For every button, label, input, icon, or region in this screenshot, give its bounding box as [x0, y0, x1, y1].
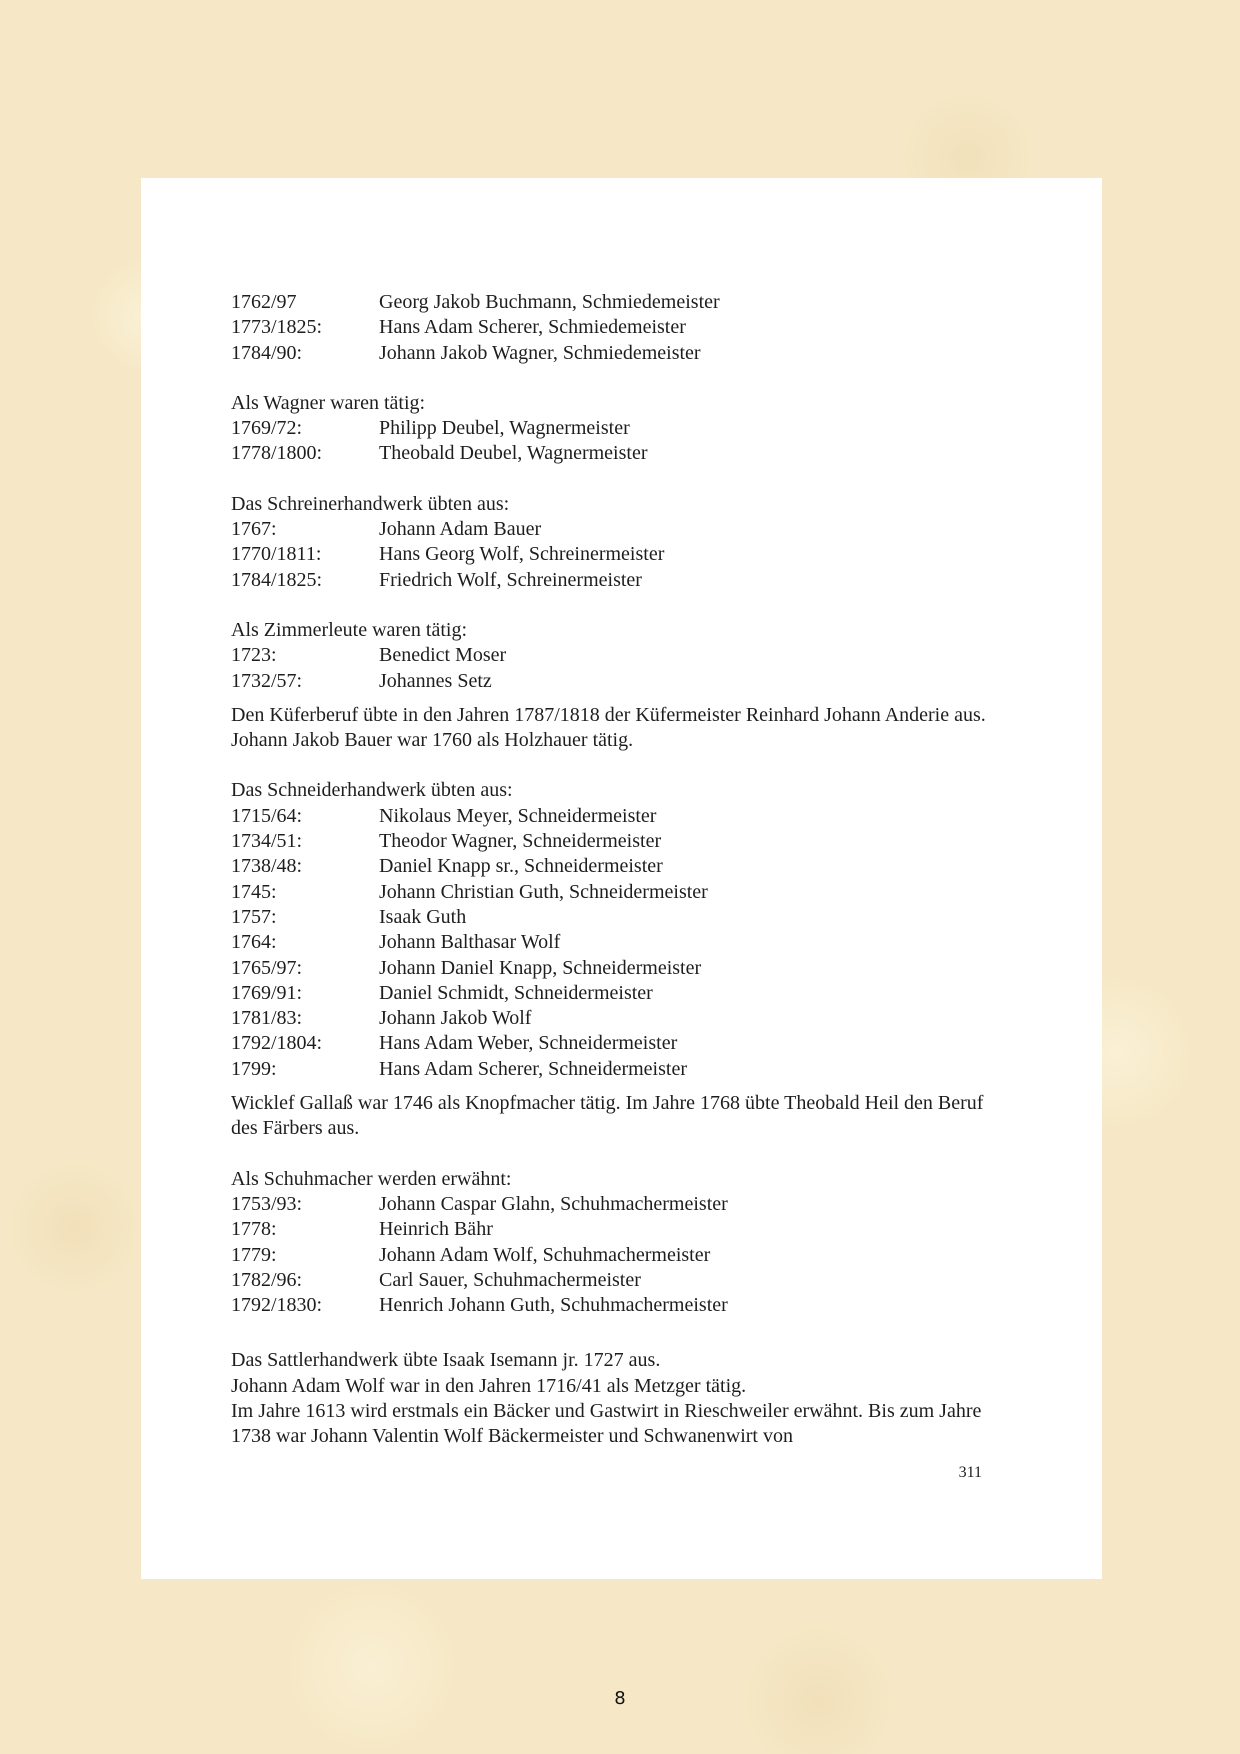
entry-year: 1745: [231, 880, 277, 903]
paragraph-knopfmacher: Wicklef Gallaß war 1746 als Knopfmacher tätig. Im Jahre 1768 übte Theobald Heil den Beruf des Färbers aus. [231, 1092, 984, 1140]
entry-text: Theodor Wagner, Schneidermeister [379, 830, 662, 853]
entry-row [231, 568, 1001, 593]
entry-text: Hans Adam Weber, Schneidermeister [379, 1032, 678, 1055]
entry-row [231, 1192, 1001, 1217]
entry-year: 1769/72: [231, 417, 303, 440]
entry-text: Johann Daniel Knapp, Schneidermeister [379, 956, 702, 979]
entry-row [231, 1057, 1001, 1082]
entry-year: 1769/91: [231, 981, 303, 1004]
entry-row [231, 829, 1001, 854]
entry-year: 1753/93: [231, 1192, 303, 1215]
entry-year: 1715/64: [231, 804, 303, 827]
paragraph-metzger: Johann Adam Wolf war in den Jahren 1716/41 als Metzger tätig. [231, 1374, 747, 1397]
entry-row [231, 315, 1001, 340]
section-heading-zimmerleute: Als Zimmerleute waren tätig: [231, 618, 468, 641]
entry-text: Johann Jakob Wolf [379, 1007, 532, 1030]
entry-row [231, 1217, 1001, 1242]
entry-text: Philipp Deubel, Wagnermeister [379, 417, 630, 440]
page-content [231, 290, 1001, 1450]
entry-year: 1792/1830: [231, 1294, 323, 1317]
entry-year: 1734/51: [231, 830, 303, 853]
paragraph-sattler: Das Sattlerhandwerk übte Isaak Isemann jr. 1727 aus. [231, 1349, 661, 1372]
entry-row [231, 290, 1001, 315]
entry-text: Isaak Guth [379, 905, 467, 928]
entry-year: 1770/1811: [231, 543, 322, 566]
entry-row [231, 669, 1001, 694]
section-heading-schuhmacher: Als Schuhmacher werden erwähnt: [231, 1167, 512, 1190]
entry-year: 1732/57: [231, 669, 303, 692]
entry-text: Friedrich Wolf, Schreinermeister [379, 568, 642, 591]
book-page-number: 311 [958, 1464, 982, 1481]
entry-row [231, 517, 1001, 542]
entry-text: Theobald Deubel, Wagnermeister [379, 442, 648, 465]
entry-text: Heinrich Bähr [379, 1218, 493, 1241]
entry-text: Johannes Setz [379, 669, 492, 692]
entry-text: Daniel Schmidt, Schneidermeister [379, 981, 653, 1004]
entry-row [231, 341, 1001, 366]
entry-text: Henrich Johann Guth, Schuhmachermeister [379, 1294, 728, 1317]
entry-year: 1765/97: [231, 956, 303, 979]
entry-text: Johann Balthasar Wolf [379, 931, 561, 954]
entry-row [231, 804, 1001, 829]
entry-row [231, 930, 1001, 955]
entry-text: Hans Adam Scherer, Schneidermeister [379, 1057, 687, 1080]
entry-row [231, 1031, 1001, 1056]
entry-year: 1723: [231, 644, 277, 667]
entry-year: 1773/1825: [231, 316, 323, 339]
entry-row [231, 542, 1001, 567]
entry-year: 1778: [231, 1218, 277, 1241]
entry-text: Benedict Moser [379, 644, 507, 667]
paragraph-baecker: Im Jahre 1613 wird erstmals ein Bäcker und Gastwirt in Rieschweiler erwähnt. Bis zum Jahre 1738 war Johann Valentin Wolf Bäckermeister und Schwanenwirt von [231, 1399, 982, 1448]
paragraph-holzhauer: Johann Jakob Bauer war 1760 als Holzhauer tätig. [231, 729, 634, 752]
entry-row [231, 441, 1001, 466]
entry-text: Hans Adam Scherer, Schmiedemeister [379, 316, 686, 339]
footer-page-number: 8 [614, 1688, 626, 1709]
entry-row [231, 854, 1001, 879]
section-heading-schreiner: Das Schreinerhandwerk übten aus: [231, 492, 510, 515]
entry-text: Johann Adam Wolf, Schuhmachermeister [379, 1243, 711, 1266]
entry-year: 1762/97 [231, 291, 297, 313]
entry-text: Nikolaus Meyer, Schneidermeister [379, 804, 657, 827]
entry-year: 1799: [231, 1057, 277, 1080]
entry-text: Johann Adam Bauer [379, 518, 542, 541]
entry-row [231, 880, 1001, 905]
entry-year: 1764: [231, 931, 277, 954]
entry-year: 1792/1804: [231, 1032, 323, 1055]
entry-year: 1784/90: [231, 341, 303, 364]
section-heading-wagner: Als Wagner waren tätig: [231, 391, 426, 414]
entry-year: 1779: [231, 1243, 277, 1266]
entry-text: Carl Sauer, Schuhmachermeister [379, 1268, 641, 1291]
entry-year: 1782/96: [231, 1268, 303, 1291]
paragraph-kuefer: Den Küferberuf übte in den Jahren 1787/1818 der Küfermeister Reinhard Johann Anderie aus. [231, 703, 986, 726]
entry-text: Hans Georg Wolf, Schreinermeister [379, 543, 665, 566]
entry-text: Johann Christian Guth, Schneidermeister [379, 880, 708, 903]
entry-text: Johann Jakob Wagner, Schmiedemeister [379, 341, 701, 364]
entry-text: Daniel Knapp sr., Schneidermeister [379, 855, 663, 878]
section-heading-schneider: Das Schneiderhandwerk übten aus: [231, 779, 513, 802]
entry-row [231, 643, 1001, 668]
entry-row [231, 981, 1001, 1006]
entry-row [231, 416, 1001, 441]
entry-year: 1781/83: [231, 1007, 303, 1030]
entry-row [231, 905, 1001, 930]
entry-row [231, 1293, 1001, 1318]
entry-year: 1778/1800: [231, 442, 323, 465]
entry-row [231, 1006, 1001, 1031]
entry-row [231, 956, 1001, 981]
entry-year: 1784/1825: [231, 568, 323, 591]
entry-year: 1757: [231, 905, 277, 928]
entry-row [231, 1243, 1001, 1268]
entry-year: 1738/48: [231, 855, 303, 878]
entry-row [231, 1268, 1001, 1293]
entry-year: 1767: [231, 518, 277, 541]
entry-text: Georg Jakob Buchmann, Schmiedemeister [379, 291, 720, 313]
entry-text: Johann Caspar Glahn, Schuhmachermeister [379, 1192, 728, 1215]
